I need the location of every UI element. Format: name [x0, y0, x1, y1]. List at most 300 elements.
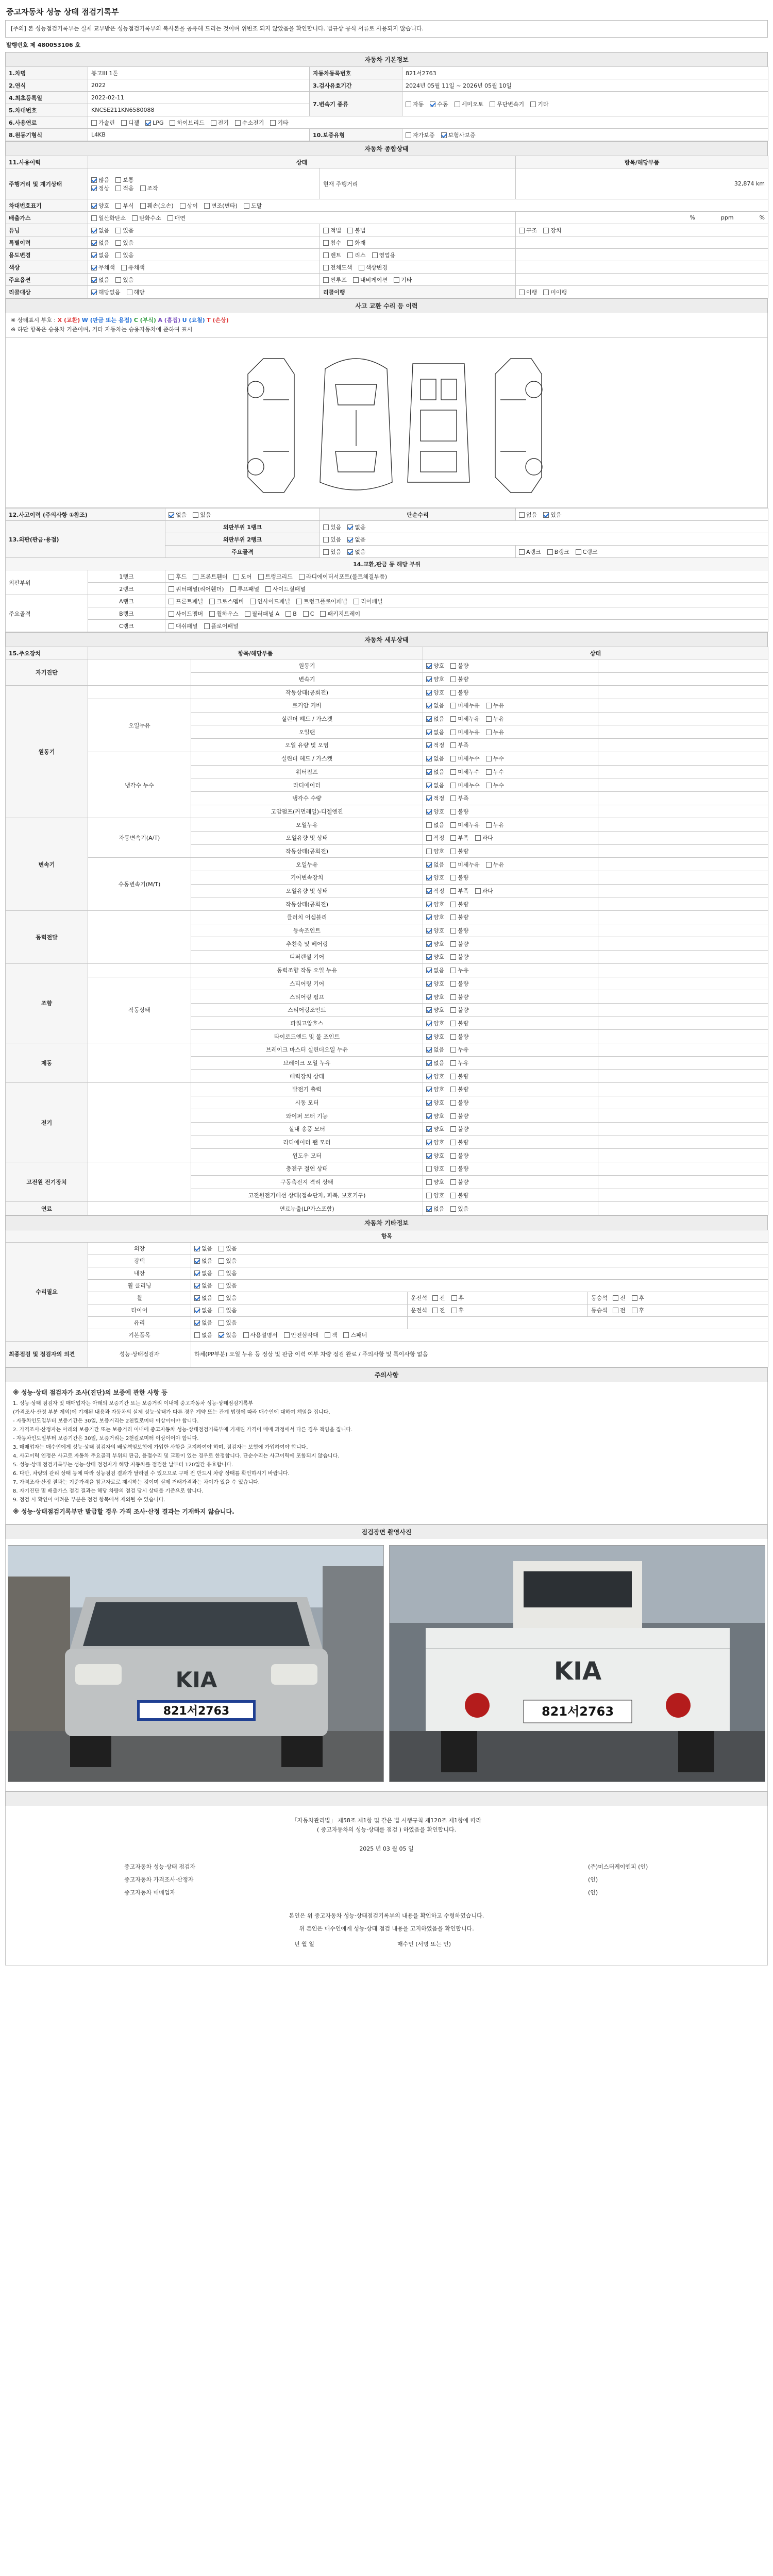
item-state-options: [423, 765, 598, 778]
table-row: [6, 168, 768, 199]
option-label: A랭크: [526, 548, 541, 555]
item-label: 오일팬: [191, 725, 423, 739]
item-label: 시동 모터: [191, 1096, 423, 1109]
checkbox-icon: [91, 177, 97, 183]
option-label: 양호: [433, 954, 445, 961]
checkbox-icon: [140, 185, 146, 191]
state-option: [486, 729, 504, 736]
table-row: [6, 607, 768, 620]
document-number: [5, 38, 768, 52]
state-option: [450, 1126, 468, 1132]
state-option: [450, 888, 468, 894]
item-note: [598, 924, 768, 937]
checkbox-icon: [169, 611, 174, 617]
table-row: [6, 509, 768, 521]
option-label: 불량: [458, 1033, 469, 1040]
legend-weld: W (판금 또는 용접): [81, 317, 132, 324]
option-label: 있음: [226, 1245, 237, 1252]
table-row: [6, 977, 768, 990]
truck-rear-image: [390, 1546, 765, 1782]
option-label: B랭크: [554, 548, 569, 555]
item-state-options: [423, 1202, 598, 1215]
state-option: [426, 1165, 444, 1172]
option-label: 정상: [98, 184, 110, 192]
parts-option: [169, 573, 187, 580]
state-option: [426, 676, 444, 683]
frame-option: [347, 549, 365, 555]
option-label: 없음: [98, 276, 110, 283]
row-label: 특별이력: [6, 236, 88, 249]
option-label: 없음: [433, 861, 445, 868]
row-label: 배출가스: [6, 212, 88, 224]
checkbox-icon: [219, 1332, 224, 1338]
option-label: 없음: [433, 755, 445, 762]
position-label: 동승석: [591, 1295, 608, 1302]
checkbox-icon: [486, 769, 492, 775]
option-label: 기타: [537, 100, 549, 108]
fuel-option: [170, 120, 204, 126]
checkbox-icon: [359, 265, 364, 270]
item-state-options: [423, 699, 598, 713]
state-option: [426, 1020, 444, 1027]
note-line: 2. 가격조사·산정자는 아래의 보증기간 또는 보증거리 이내에 중고자동차 성능·상태점검기록부에 기재된 가격이 매매 과정에서 다른 경우 책임을 집니다.: [13, 1427, 353, 1433]
item-label: 오일유량 및 상태: [191, 884, 423, 897]
state-option: [486, 702, 504, 709]
field-label: 2.연식: [6, 79, 88, 92]
item-state-options: [423, 1016, 598, 1030]
row-label: 외판부위 1랭크: [165, 521, 320, 533]
item-state-options: [423, 752, 598, 765]
special-option: [323, 240, 341, 246]
table-row: [6, 212, 768, 224]
basic-info-table: [5, 66, 768, 141]
checkbox-icon: [347, 228, 353, 233]
option-label: 양호: [433, 1192, 445, 1199]
parts-rank: A랭크: [88, 595, 165, 607]
option-label: 있음: [330, 523, 342, 531]
group-label: 변속기: [6, 818, 88, 911]
item-label: 오일유량 및 상태: [191, 831, 423, 844]
legend-corrosion: C (부식): [133, 317, 156, 324]
state-option: [426, 1060, 444, 1066]
state-option: [450, 663, 468, 669]
checkbox-icon: [372, 252, 378, 258]
checkbox-icon: [426, 1153, 432, 1159]
section-title-damage: 사고 교환 수리 등 이력: [5, 298, 768, 313]
item-label: 원동기: [191, 659, 423, 673]
option-label: 프론트패널: [176, 598, 204, 605]
checkbox-icon: [426, 822, 432, 828]
checkbox-icon: [450, 783, 456, 788]
checkbox-icon: [140, 203, 146, 209]
checkbox-icon: [219, 1270, 224, 1276]
row-label: 주요골격: [165, 546, 320, 558]
checkbox-icon: [426, 1206, 432, 1212]
checkbox-icon: [323, 537, 329, 543]
state-option: [426, 1046, 444, 1053]
checkbox-icon: [323, 277, 329, 283]
checkbox-icon: [450, 835, 456, 841]
mileage-option: [115, 185, 133, 192]
option-label: 수소전기: [242, 119, 264, 126]
item-note: [598, 659, 768, 673]
item-label: 브레이크 마스터 실린더오일 누유: [191, 1043, 423, 1056]
option-label: 적정: [433, 742, 445, 749]
state-option: [475, 888, 493, 894]
table-row: [6, 1316, 768, 1329]
item-note: [598, 1096, 768, 1109]
table-row: [6, 1255, 768, 1267]
state-option: [426, 1099, 444, 1106]
other-option: [219, 1270, 237, 1277]
emission-options: [88, 212, 516, 224]
item-note: [598, 1003, 768, 1016]
checkbox-icon: [632, 1308, 637, 1313]
tuning-options: [88, 224, 320, 236]
item-state-options: [423, 924, 598, 937]
basic-items-options: [191, 1329, 768, 1341]
group-label: 고전원 전기장치: [6, 1162, 88, 1202]
basic-item-option: [219, 1332, 237, 1338]
option-label: 디젤: [128, 119, 140, 126]
state-option: [426, 808, 444, 815]
item-state-options: [423, 871, 598, 885]
col-header: 항목/해당부품: [88, 647, 423, 659]
option-label: 양호: [433, 1126, 445, 1133]
item-label: 라디에이터 팬 모터: [191, 1136, 423, 1149]
item-note: [598, 752, 768, 765]
checkbox-icon: [121, 265, 127, 270]
section-title-general: 자동차 종합상태: [5, 141, 768, 156]
state-option: [450, 702, 480, 709]
checkbox-icon: [450, 1007, 456, 1013]
item-label: 오일 유량 및 오염: [191, 739, 423, 752]
tire-option: [194, 1307, 212, 1314]
state-option: [450, 1086, 468, 1093]
checkbox-icon: [426, 954, 432, 960]
note-line: - 자동차인도일부터 보증기간은 30일, 보증거리는 2천킬로미터 이상이어야 합니다.: [13, 1435, 199, 1442]
option-label: 과다: [482, 835, 493, 842]
option-label: 양호: [433, 914, 445, 921]
other-option: [194, 1245, 212, 1252]
option-label: 불량: [458, 993, 469, 1001]
item-note: [598, 1189, 768, 1202]
checkbox-icon: [450, 928, 456, 934]
tire-passenger-option: [613, 1307, 626, 1314]
state-option: [426, 1033, 444, 1040]
item-label: 고압펌프(커먼레일)-디젤엔진: [191, 805, 423, 818]
basic-item-option: [325, 1332, 338, 1338]
inspector-value: (주)미스터케이엔피 (인): [588, 1863, 648, 1870]
option-label: 리어패널: [361, 598, 383, 605]
state-option: [450, 1165, 468, 1172]
table-row: [6, 236, 768, 249]
parts-option: [193, 573, 227, 580]
option-label: C: [310, 610, 314, 617]
parts-options: [165, 570, 768, 583]
checkbox-icon: [576, 549, 581, 555]
item-label: 클러치 어셈블리: [191, 911, 423, 924]
checkbox-icon: [450, 1034, 456, 1040]
table-row: [6, 699, 768, 713]
item-label: 작동상태(공회전): [191, 686, 423, 699]
sign-date: 2025 년 03 월 05 일: [359, 1845, 414, 1852]
item-state-options: [423, 1162, 598, 1176]
state-option: [450, 1007, 468, 1013]
table-row: [6, 1083, 768, 1096]
option-label: 불량: [458, 940, 469, 947]
checkbox-icon: [394, 277, 399, 283]
checkbox-icon: [450, 875, 456, 880]
option-label: 불량: [458, 1192, 469, 1199]
checkbox-icon: [303, 611, 309, 617]
option-label: 불량: [458, 808, 469, 815]
option-label: 내비게이션: [360, 276, 388, 283]
item-label: 스티어링 기어: [191, 977, 423, 990]
option-label: 있음: [123, 227, 134, 234]
item-label: 동력조향 작동 오일 누유: [191, 963, 423, 977]
checkbox-icon: [91, 185, 97, 191]
table-row: [6, 686, 768, 699]
parts-option: [169, 598, 203, 605]
table-row: [6, 129, 768, 141]
state-option: [426, 795, 444, 802]
checkbox-icon: [450, 809, 456, 815]
option-label: 누수: [493, 782, 505, 789]
option-label: 불량: [458, 1139, 469, 1146]
option-label: 렌트: [330, 251, 342, 259]
item-label: 휠 클리닝: [88, 1279, 191, 1292]
item-note: [598, 805, 768, 818]
checkbox-icon: [347, 549, 353, 555]
checkbox-icon: [211, 120, 216, 126]
accident-option: [193, 512, 211, 518]
item-label: 충전구 절연 상태: [191, 1162, 423, 1176]
checkbox-icon: [194, 1308, 200, 1313]
checkbox-icon: [219, 1295, 224, 1301]
item-options: [191, 1279, 768, 1292]
tuning-option: [543, 227, 561, 234]
checkbox-icon: [450, 1087, 456, 1092]
option-label: B: [293, 610, 297, 617]
checkbox-icon: [486, 783, 492, 788]
state-option: [450, 808, 468, 815]
subgroup-label: 냉각수 누수: [88, 752, 191, 818]
option-label: 있음: [226, 1282, 237, 1290]
field-value: 2024년 05월 11일 ~ 2026년 05월 10일: [402, 79, 768, 92]
item-options: [191, 1255, 768, 1267]
repair-option: [519, 512, 537, 518]
table-row: [6, 1279, 768, 1292]
table-row: [6, 116, 768, 129]
state-option: [486, 861, 504, 868]
option-label: 양호: [433, 993, 445, 1001]
option-label: 누유: [493, 728, 505, 736]
option-label: 누수: [493, 755, 505, 762]
checkbox-icon: [91, 252, 97, 258]
item-note: [598, 739, 768, 752]
state-option: [426, 663, 444, 669]
parts-option: [320, 611, 360, 617]
special-option: [347, 240, 365, 246]
col-header: 15.주요장치: [6, 647, 88, 659]
col-header: 항목: [6, 1230, 768, 1242]
option-label: 후: [458, 1295, 464, 1302]
checkbox-icon: [450, 1179, 456, 1185]
checkbox-icon: [323, 265, 329, 270]
checkbox-icon: [450, 703, 456, 708]
item-label: 라디에이터: [191, 778, 423, 792]
accident-options: [165, 509, 320, 521]
option-label: 있음: [330, 548, 342, 555]
opinion-sub: 성능·상태점검자: [88, 1341, 191, 1367]
rank1-option: [347, 524, 365, 531]
option-label: 라디에이터서포트(볼트체결부품): [306, 573, 388, 580]
notes-heading: ※ 성능·상태 점검자가 조사(진단)의 보증에 관한 사항 등: [13, 1388, 167, 1396]
parts-group-label: 외판부위: [6, 570, 88, 595]
checkbox-icon: [265, 586, 271, 592]
state-option: [486, 716, 504, 722]
checkbox-icon: [426, 1047, 432, 1053]
checkbox-icon: [91, 228, 97, 233]
option-label: 유채색: [128, 264, 145, 271]
option-label: 미세누유: [458, 821, 480, 828]
item-state-options: [423, 1136, 598, 1149]
option-label: 불량: [458, 954, 469, 961]
option-label: 부족: [458, 795, 469, 802]
damage-legend: [5, 313, 768, 338]
parts-option: [209, 611, 239, 617]
confirm-line-1: 본인은 위 중고자동차 성능·상태점검기록부의 내용을 확인하고 수령하였습니다.: [289, 1912, 484, 1919]
checkbox-icon: [194, 1320, 200, 1326]
checkbox-icon: [193, 574, 198, 580]
group-label: 원동기: [6, 686, 88, 818]
item-label: 로커암 커버: [191, 699, 423, 713]
checkbox-icon: [353, 277, 359, 283]
section-title-sign: [5, 1791, 768, 1806]
frame-rank-option: [576, 549, 598, 555]
checkbox-icon: [450, 1193, 456, 1198]
item-state-options: [423, 686, 598, 699]
mileage-option: [91, 185, 109, 192]
checkbox-icon: [91, 240, 97, 246]
checkbox-icon: [430, 101, 435, 107]
field-label: 1.차명: [6, 67, 88, 79]
option-label: 트렁크리드: [265, 573, 293, 580]
item-note: [598, 1056, 768, 1070]
option-label: 대쉬패널: [176, 622, 198, 630]
checkbox-icon: [450, 1140, 456, 1145]
option-label: 있음: [330, 536, 342, 543]
option-label: 패키지트레이: [327, 610, 361, 617]
checkbox-icon: [450, 914, 456, 920]
confirm-line-2: 위 본인은 매수인에게 성능·상태 점검 내용을 고지하였음을 확인합니다.: [299, 1925, 474, 1932]
option-label: 양호: [433, 1139, 445, 1146]
checkbox-icon: [235, 120, 241, 126]
checkbox-icon: [486, 730, 492, 735]
other-option: [219, 1258, 237, 1264]
item-label: 냉각수 수량: [191, 791, 423, 805]
option-label: 양호: [433, 1165, 445, 1173]
row-label: 13.외판(판금·용접): [6, 521, 165, 558]
option-label: 자가보증: [413, 131, 435, 139]
parts-rank: C랭크: [88, 620, 165, 632]
checkbox-icon: [450, 1074, 456, 1079]
checkbox-icon: [450, 1021, 456, 1026]
checkbox-icon: [426, 1100, 432, 1106]
item-state-options: [423, 1043, 598, 1056]
item-state-options: [423, 1003, 598, 1016]
mileage-option: [140, 185, 158, 192]
state-option: [450, 755, 480, 762]
use-sub-options-2: [516, 249, 768, 261]
checkbox-icon: [91, 120, 97, 126]
checkbox-icon: [219, 1258, 224, 1264]
parts-option: [296, 598, 347, 605]
option-label: 미세누수: [458, 768, 480, 775]
option-label: 양호: [433, 1020, 445, 1027]
vin-option: [115, 202, 133, 209]
recall-right-option: [543, 289, 567, 296]
fuel-label: 6.사용연료: [6, 116, 88, 129]
item-note: [598, 1016, 768, 1030]
checkbox-icon: [426, 888, 432, 894]
option-label: 해당: [133, 289, 145, 296]
item-note: [598, 963, 768, 977]
option-label: 미세누수: [458, 782, 480, 789]
item-note: [598, 858, 768, 871]
item-label: 실내 송풍 모터: [191, 1123, 423, 1136]
state-option: [486, 782, 504, 789]
state-option: [426, 848, 444, 855]
parts-options: [165, 607, 768, 620]
checkbox-icon: [486, 756, 492, 761]
option-label: 전: [439, 1295, 445, 1302]
checkbox-icon: [450, 676, 456, 682]
checkbox-icon: [406, 101, 411, 107]
option-label: 양호: [433, 689, 445, 696]
state-option: [450, 795, 468, 802]
other-info-table: [5, 1230, 768, 1367]
item-label: 기본품목: [88, 1329, 191, 1341]
option-label: 수동: [437, 100, 448, 108]
option-label: 부족: [458, 742, 469, 749]
checkbox-icon: [115, 240, 121, 246]
mileage-value: 32,874 km: [516, 168, 768, 199]
option-label: 부식: [123, 202, 134, 209]
option-label: 안전삼각대: [291, 1332, 318, 1339]
table-row: [6, 274, 768, 286]
vin-options: [88, 199, 768, 212]
use-option: [372, 252, 396, 259]
checkbox-icon: [450, 742, 456, 748]
option-label: 없음: [433, 702, 445, 709]
option-label: 도어: [241, 573, 252, 580]
checkbox-icon: [127, 290, 132, 295]
state-option: [450, 1206, 468, 1212]
state-option: [450, 901, 468, 908]
color-sub-options-2: [516, 261, 768, 274]
seller-value: (인): [588, 1889, 598, 1896]
item-note: [598, 1202, 768, 1215]
state-option: [426, 1086, 444, 1093]
state-option: [450, 1139, 468, 1146]
state-option: [426, 994, 444, 1001]
option-label: 불량: [458, 1020, 469, 1027]
option-label: 불량: [458, 1165, 469, 1173]
item-label: 배력장치 상태: [191, 1070, 423, 1083]
other-option: [219, 1282, 237, 1289]
